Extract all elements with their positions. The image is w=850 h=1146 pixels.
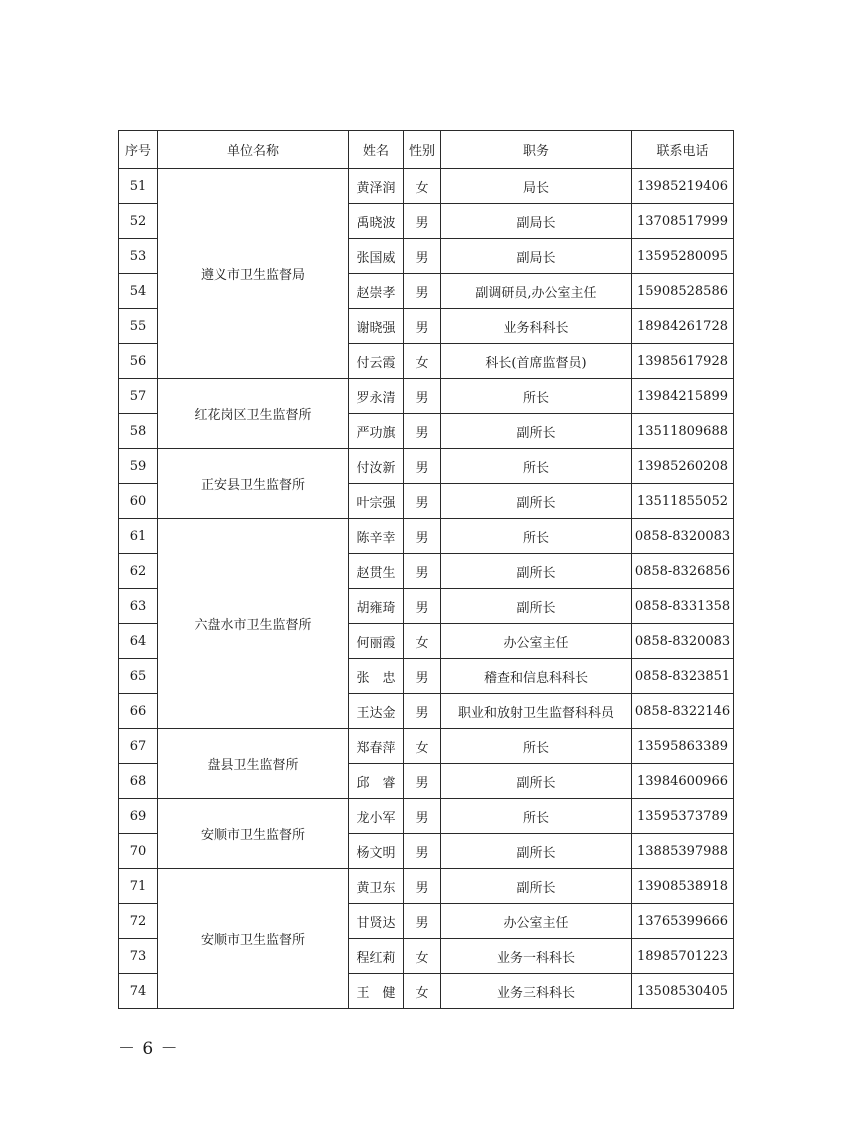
cell-name: 赵贯生 — [349, 554, 404, 589]
header-phone: 联系电话 — [632, 131, 734, 169]
cell-name: 何丽霞 — [349, 624, 404, 659]
cell-seq: 52 — [119, 204, 158, 239]
cell-sex: 男 — [404, 379, 441, 414]
cell-name: 胡雍琦 — [349, 589, 404, 624]
cell-title: 稽查和信息科科长 — [441, 659, 632, 694]
cell-name: 严功旗 — [349, 414, 404, 449]
cell-seq: 68 — [119, 764, 158, 799]
cell-seq: 63 — [119, 589, 158, 624]
table-row — [119, 799, 734, 834]
cell-seq: 67 — [119, 729, 158, 764]
cell-sex: 女 — [404, 729, 441, 764]
cell-name: 付云霞 — [349, 344, 404, 379]
cell-seq: 74 — [119, 974, 158, 1009]
cell-title: 副局长 — [441, 239, 632, 274]
cell-phone: 0858-8320083 — [632, 519, 734, 554]
cell-name: 甘贤达 — [349, 904, 404, 939]
cell-title: 副所长 — [441, 414, 632, 449]
cell-name: 陈辛幸 — [349, 519, 404, 554]
cell-phone: 13708517999 — [632, 204, 734, 239]
cell-unit: 安顺市卫生监督所 — [158, 869, 349, 1009]
cell-sex: 女 — [404, 344, 441, 379]
cell-phone: 13984600966 — [632, 764, 734, 799]
cell-seq: 71 — [119, 869, 158, 904]
table-body — [119, 169, 734, 1009]
cell-seq: 57 — [119, 379, 158, 414]
cell-phone: 13765399666 — [632, 904, 734, 939]
cell-title: 业务科科长 — [441, 309, 632, 344]
cell-phone: 13595863389 — [632, 729, 734, 764]
cell-phone: 13511855052 — [632, 484, 734, 519]
cell-phone: 13985260208 — [632, 449, 734, 484]
cell-name: 叶宗强 — [349, 484, 404, 519]
cell-title: 所长 — [441, 729, 632, 764]
cell-title: 局长 — [441, 169, 632, 204]
cell-seq: 65 — [119, 659, 158, 694]
cell-sex: 男 — [404, 554, 441, 589]
cell-seq: 58 — [119, 414, 158, 449]
cell-phone: 13595280095 — [632, 239, 734, 274]
cell-title: 所长 — [441, 519, 632, 554]
cell-phone: 13908538918 — [632, 869, 734, 904]
cell-seq: 55 — [119, 309, 158, 344]
cell-title: 副所长 — [441, 869, 632, 904]
cell-seq: 73 — [119, 939, 158, 974]
cell-title: 所长 — [441, 379, 632, 414]
cell-seq: 59 — [119, 449, 158, 484]
cell-sex: 男 — [404, 449, 441, 484]
cell-phone: 0858-8320083 — [632, 624, 734, 659]
cell-phone: 13511809688 — [632, 414, 734, 449]
cell-title: 副所长 — [441, 834, 632, 869]
table-row — [119, 379, 734, 414]
cell-title: 副所长 — [441, 589, 632, 624]
cell-name: 禹晓波 — [349, 204, 404, 239]
cell-seq: 66 — [119, 694, 158, 729]
cell-phone: 0858-8326856 — [632, 554, 734, 589]
cell-seq: 69 — [119, 799, 158, 834]
cell-sex: 女 — [404, 169, 441, 204]
cell-title: 办公室主任 — [441, 624, 632, 659]
header-unit: 单位名称 — [158, 131, 349, 169]
cell-sex: 男 — [404, 694, 441, 729]
cell-title: 副所长 — [441, 764, 632, 799]
cell-name: 郑春萍 — [349, 729, 404, 764]
cell-sex: 男 — [404, 799, 441, 834]
cell-title: 副局长 — [441, 204, 632, 239]
cell-unit: 正安县卫生监督所 — [158, 449, 349, 519]
cell-sex: 男 — [404, 274, 441, 309]
cell-title: 办公室主任 — [441, 904, 632, 939]
cell-phone: 13595373789 — [632, 799, 734, 834]
cell-sex: 男 — [404, 764, 441, 799]
cell-seq: 60 — [119, 484, 158, 519]
cell-sex: 男 — [404, 309, 441, 344]
cell-seq: 62 — [119, 554, 158, 589]
cell-phone: 13885397988 — [632, 834, 734, 869]
cell-unit: 安顺市卫生监督所 — [158, 799, 349, 869]
cell-phone: 13985617928 — [632, 344, 734, 379]
cell-unit: 盘县卫生监督所 — [158, 729, 349, 799]
cell-sex: 男 — [404, 904, 441, 939]
cell-name: 黄卫东 — [349, 869, 404, 904]
cell-phone: 0858-8331358 — [632, 589, 734, 624]
cell-name: 谢晓强 — [349, 309, 404, 344]
cell-name: 罗永清 — [349, 379, 404, 414]
cell-title: 副所长 — [441, 484, 632, 519]
contacts-table — [118, 130, 734, 1009]
cell-seq: 70 — [119, 834, 158, 869]
cell-phone: 0858-8323851 — [632, 659, 734, 694]
cell-unit: 红花岗区卫生监督所 — [158, 379, 349, 449]
cell-seq: 61 — [119, 519, 158, 554]
cell-name: 邱 睿 — [349, 764, 404, 799]
cell-seq: 64 — [119, 624, 158, 659]
cell-phone: 13984215899 — [632, 379, 734, 414]
cell-seq: 72 — [119, 904, 158, 939]
cell-sex: 女 — [404, 624, 441, 659]
cell-phone: 0858-8322146 — [632, 694, 734, 729]
cell-name: 黄泽润 — [349, 169, 404, 204]
cell-title: 所长 — [441, 799, 632, 834]
cell-sex: 男 — [404, 659, 441, 694]
cell-name: 赵崇孝 — [349, 274, 404, 309]
cell-title: 科长(首席监督员) — [441, 344, 632, 379]
table-row — [119, 169, 734, 204]
cell-seq: 56 — [119, 344, 158, 379]
header-name: 姓名 — [349, 131, 404, 169]
cell-phone: 13985219406 — [632, 169, 734, 204]
cell-name: 张 忠 — [349, 659, 404, 694]
table-row — [119, 519, 734, 554]
cell-unit: 遵义市卫生监督局 — [158, 169, 349, 379]
cell-sex: 男 — [404, 869, 441, 904]
cell-title: 所长 — [441, 449, 632, 484]
header-sex: 性别 — [404, 131, 441, 169]
cell-sex: 男 — [404, 239, 441, 274]
table-header — [119, 131, 734, 169]
cell-sex: 男 — [404, 204, 441, 239]
cell-phone: 13508530405 — [632, 974, 734, 1009]
cell-title: 副调研员,办公室主任 — [441, 274, 632, 309]
cell-name: 程红莉 — [349, 939, 404, 974]
cell-name: 张国威 — [349, 239, 404, 274]
cell-seq: 54 — [119, 274, 158, 309]
cell-phone: 15908528586 — [632, 274, 734, 309]
cell-name: 杨文明 — [349, 834, 404, 869]
table-row — [119, 449, 734, 484]
page-number: － 6 － — [118, 1039, 179, 1059]
cell-name: 王达金 — [349, 694, 404, 729]
cell-title: 副所长 — [441, 554, 632, 589]
cell-seq: 53 — [119, 239, 158, 274]
header-title: 职务 — [441, 131, 632, 169]
cell-sex: 男 — [404, 484, 441, 519]
cell-unit: 六盘水市卫生监督所 — [158, 519, 349, 729]
cell-sex: 男 — [404, 414, 441, 449]
cell-sex: 女 — [404, 939, 441, 974]
cell-sex: 女 — [404, 974, 441, 1009]
table-row — [119, 729, 734, 764]
cell-name: 王 健 — [349, 974, 404, 1009]
cell-phone: 18985701223 — [632, 939, 734, 974]
header-row — [119, 131, 734, 169]
cell-seq: 51 — [119, 169, 158, 204]
table-row — [119, 869, 734, 904]
cell-phone: 18984261728 — [632, 309, 734, 344]
header-seq: 序号 — [119, 131, 158, 169]
cell-title: 职业和放射卫生监督科科员 — [441, 694, 632, 729]
cell-sex: 男 — [404, 834, 441, 869]
cell-sex: 男 — [404, 519, 441, 554]
cell-title: 业务一科科长 — [441, 939, 632, 974]
cell-title: 业务三科科长 — [441, 974, 632, 1009]
cell-name: 付汝新 — [349, 449, 404, 484]
cell-name: 龙小军 — [349, 799, 404, 834]
cell-sex: 男 — [404, 589, 441, 624]
